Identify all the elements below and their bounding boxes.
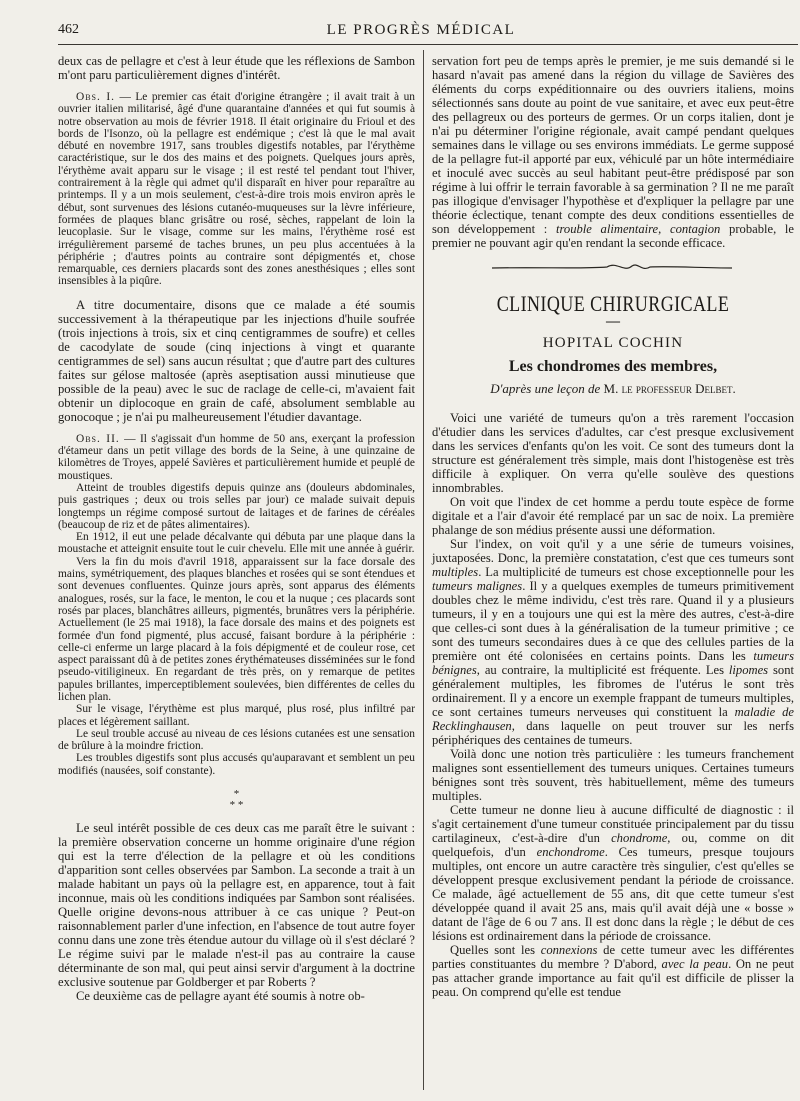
paragraph: Sur l'index, on voit qu'il y a une série de tumeurs voisines, juxtaposées. Donc, la première constatation, c'est que ces tumeurs sont multiples. La multiplicité de tumeurs est chose exceptionnelle pour les tumeurs malignes. Il y a quelques exemples de tumeurs primitivement doubles chez le même individu, c'est très rare. Quand il y a plusieurs tumeurs, il y en a toujours une qui est la mère des autres, c'est-à-dire que celles-ci sont dues à la généralisation de la tumeur primitive ; ce sont des tumeurs secondaires dues à ce que des cellules parties de la première ont été colonisées en certains points. Dans les tumeurs bénignes, au contraire, la multiplicité est fréquente. Les lipomes sont généralement multiples, les fibromes de l'utérus le sont très ordinairement. Il y a encore un exemple frappant de tumeurs multiples, ce sont certaines tumeurs nerveuses qui constituent la maladie de Recklinghausen, dans laquelle on peut trouver sur les nerfs périphériques des centaines de tumeurs. bbox=[432, 537, 795, 747]
paragraph: Atteint de troubles digestifs depuis quinze ans (douleurs abdominales, puis gastriques ; deux ou trois selles par jour) ce malade suivait depuis longtemps un régime composé surtout de laitages et de farines de céréales (beaucoup de riz et de pâtes alimentaires). bbox=[58, 481, 415, 531]
article-byline: D'après une leçon de M. le professeur Delbet. bbox=[490, 381, 736, 396]
section-title: CLINIQUE CHIRURGICALE bbox=[496, 291, 730, 316]
page-number: 462 bbox=[58, 22, 79, 37]
left-column bbox=[58, 54, 415, 1003]
paragraph: Les troubles digestifs sont plus accusés qu'auparavant et semblent un peu modifiés (nausées, soif constante). bbox=[58, 752, 415, 777]
paragraph: Le seul trouble accusé au niveau de ces lésions cutanées est une sensation de brûlure à la moindre friction. bbox=[58, 727, 415, 753]
paragraph: Le seul intérêt possible de ces deux cas me paraît être le suivant : la première observation concerne un homme originaire d'une région qui est la terre d'élection de la pellagre et où les conditions d'apparition sont celles observées par Sambon. La seconde a trait à un malade habitant un pays où la pellagre est, en apparence, tout à fait inconnue, mais où les conditions indiquées par Sambon sont réalisées. Quelle origine devons-nous attribuer à ce cas unique ? Peut-on raisonnablement parler d'une infection, en l'absence de tout autre foyer connu dans une zone très étendue autour du village où il s'est déclaré ? Le régime suivi par le malade n'est-il pas au contraire la cause déterminante de son mal, qui peut ainsi servir d'argument à la doctrine exclusive soutenue par Goldberger et par Roberts ? bbox=[58, 821, 415, 990]
page-header bbox=[58, 22, 784, 46]
paragraph: Sur le visage, l'érythème est plus marqué, plus rosé, plus infiltré par places et légèrement saillant. bbox=[58, 703, 415, 728]
paragraph: Quelles sont les connexions de cette tumeur avec les différentes parties constituantes du membre ? D'abord, avec la peau. On ne peut pas attacher grande importance au fait qu'il est difficile de plisser la peau. On comprend qu'elle est tendue bbox=[432, 943, 794, 999]
hospital-name: HOPITAL COCHIN bbox=[542, 335, 684, 351]
paragraph: A titre documentaire, disons que ce malade a été soumis successivement à la thérapeutique par les injections d'huile soufrée (trois injections à trois, six et cinq centigrammes de soufre) et celles de cacodylate de soude (cinq injections à vingt et quarante centigrammes de sel) sans aucun résultat ; que d'autre part des cultures faites sur gélose maltosée (après aseptisation aussi minutieuse que possible de la peau) avec le suc de raclage de celle-ci, m'avaient fait obtenir un diplocoque en grain de café, absolument semblable au gonocoque ; je n'ai pu malheureusement l'étudier davantage. bbox=[58, 297, 415, 424]
paragraph: Voici une variété de tumeurs qu'on a très rarement l'occasion d'étudier dans les services d'adultes, car c'est presque exclusivement dans les services d'enfants qu'on les voit. Ce sont des tumeurs dont la structure est généralement très simple, mais dont l'histogenèse est très difficile à expliquer. On verra qu'elle soulève des questions innombrables. bbox=[432, 411, 794, 495]
section-dash: — bbox=[606, 314, 620, 329]
observation-label: Obs. I. bbox=[76, 91, 115, 103]
header-rule bbox=[58, 44, 798, 45]
paragraph: Cette tumeur ne donne lieu à aucune difficulté de diagnostic : il s'agit certainement d'une tumeur constituée principalement par du tissu cartilagineux, c'est-à-dire d'un chondrome, ou, comme on dit quelquefois, d'un enchondrome. Ces tumeurs, presque toujours multiples, ont encore un autre caractère très singulier, c'est qu'elles se développent presque exclusivement pendant la période de croissance. Ce malade, âgé actuellement de 55 ans, dit que cette tumeur s'est développée quand il avait 25 ans, mais qu'il avait déjà une « bosse » datant de l'âge de 6 ou 7 ans. Il est donc dans la règle ; le début de ces lésions est ordinairement dans la période de croissance. bbox=[432, 803, 794, 943]
section-break-stars: * * * bbox=[229, 788, 244, 812]
ornamental-separator bbox=[432, 258, 794, 276]
paragraph: Vers la fin du mois d'avril 1918, apparaissent sur la face dorsale des mains, symétriquement, des plaques blanches et rosées qui se sont étendues et sont devenues confluentes. Quinze jours après, sont apparus des éléments analogues, rosés, sur la face, le menton, le cou et la nuque ; ces placards sont rosés par places, blanchâtres ailleurs, pigmentés, brunâtres vers la périphérie. Actuellement (le 25 mai 1918), la face dorsale des mains et des poignets est formée d'un fond pigmenté, plus accusé, faisant bordure à la périphérie : celle-ci enferme un large placard à la fois dépigmenté et de couleur rose, cet aspect paraissant dû à de petites zones érythémateuses disséminées sur le fond pseudo-vitiligineux. En regardant de très près, on y remarque de petites papules brillantes, imperceptiblement soulevées, bien différentes de celles du lichen plan. bbox=[58, 555, 415, 703]
paragraph: Voilà donc une notion très particulière : les tumeurs franchement malignes sont essentiellement des tumeurs uniques. Certaines tumeurs bénignes sont très souvent, très habituellement, même des tumeurs multiples. bbox=[432, 747, 794, 803]
article-title: Les chondromes des membres, bbox=[508, 358, 718, 375]
column-divider bbox=[423, 50, 424, 1090]
observation-2: Obs. II. — Il s'agissait d'un homme de 50 ans, exerçant la profession d'étameur dans un petit village des bords de la Seine, à une quinzaine de kilomètres de Troyes, appelé Savières et particulièrement humide et peuplé de moustiques. bbox=[58, 432, 415, 482]
paragraph: En 1912, il eut une pelade décalvante qui débuta par une plaque dans la moustache et atteignit ensuite tout le cuir chevelu. Elle mit une année à guérir. bbox=[58, 531, 415, 556]
right-column bbox=[432, 54, 794, 999]
observation-1: Obs. I. — Le premier cas était d'origine étrangère ; il avait trait à un ouvrier italien militarisé, âgé d'une quarantaine d'années et qui fut soumis à notre observation au mois de février 1918. Il était originaire du Frioul et des bords de l'Isonzo, où la pellagre est endémique ; c'est là que le mal avait débuté en novembre 1917, sans troubles digestifs notables, par l'érythème caractéristique, sur le dos des mains et des poignets. Quelques jours après, l'érythème avait apparu sur le visage ; il est resté tel pendant tout l'hiver, contrairement à la règle qui admet qu'il disparaît en hiver pour reparaître au printemps. Il y a un mois seulement, c'est-à-dire trois mois environ après le début, sont survenues des lésions cutanéo-muqueuses sur la lèvre inférieure, formées de plaques blanc grisâtre ou rosé, sèches, rappelant de loin la leucoplasie. Sur le visage, comme sur les mains, l'érythème rosé est irrégulièrement parsemé de taches brunes, un peu plus accentuées à la périphérie ; d'autres points au contraire sont dépigmentés et, chose remarquable, ces derniers placards sont des zones anesthésiques ; elles sont insensibles à la piqûre. bbox=[58, 91, 415, 288]
paragraph: deux cas de pellagre et c'est à leur étude que les réflexions de Sambon m'ont paru particulièrement dignes d'intérêt. bbox=[58, 54, 415, 82]
journal-title: LE PROGRÈS MÉDICAL bbox=[326, 22, 516, 38]
paragraph: Ce deuxième cas de pellagre ayant été soumis à notre ob- bbox=[76, 989, 365, 1004]
paragraph: servation fort peu de temps après le premier, je me suis demandé si le hasard n'avait pas amené dans la région du village de Savières des éléments du corps expéditionnaire ou des ouvriers italiens, moins sélectionnés sans doute au point de vue sanitaire, et avec eux peut-être des pellagreux ou des porteurs de germes. Or un corps italien, dont je n'ai pu déterminer l'origine régionale, avait campé pendant quelques semaines dans le village ou ses environs immédiats. Le germe supposé de la pellagre fut-il apporté par eux, véhiculé par un hôte intermédiaire et inoculé avec succès au seul habitant peut-être prédisposé par son régime à lui offrir le terrain favorable à sa germination ? Il ne me paraît pas illogique d'envisager l'hypothèse et d'expliquer la pellagre par une théorie éclectique, tenant compte des deux conditions essentielles de son développement : trouble alimentaire, contagion probable, le premier ne pouvant agir qu'en rendant la seconde efficace. bbox=[432, 54, 795, 250]
observation-label: Obs. II. bbox=[76, 432, 120, 445]
paragraph: On voit que l'index de cet homme a perdu toute espèce de forme digitale et a l'air d'avoir été remplacé par un sac de noix. La première phalange de son médius présente aussi une déformation. bbox=[432, 495, 794, 537]
